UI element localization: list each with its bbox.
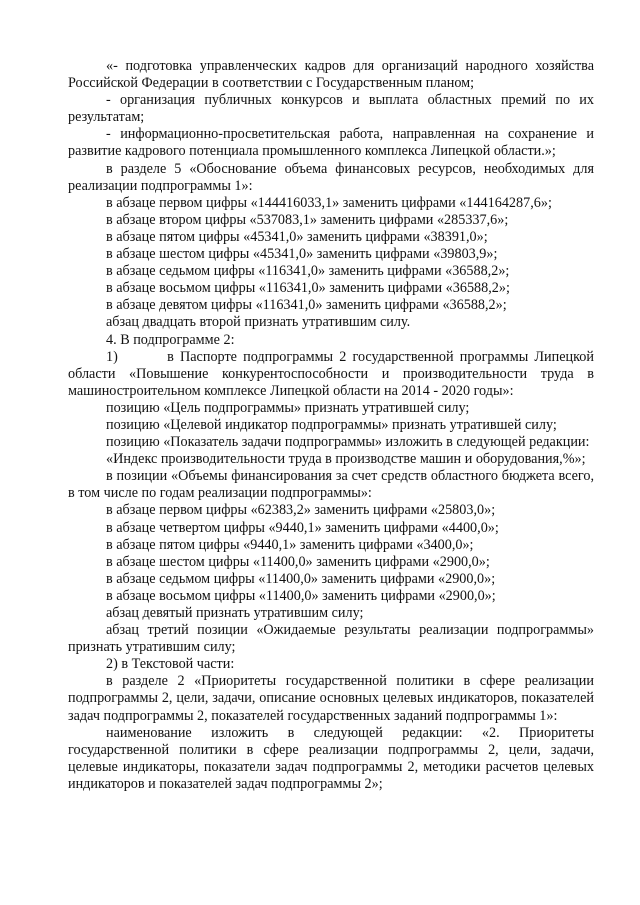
paragraph: в абзаце девятом цифры «116341,0» заменить цифрами «36588,2»;: [106, 297, 507, 314]
paragraph: в разделе 2 «Приоритеты государственной политики в сфере реализации подпрограммы 2, цели, задачи, описание основных целевых индикаторов, показателей задач подпрограммы 2, показателей государственных заданий подпрограммы 1»:: [68, 673, 594, 724]
paragraph: в разделе 5 «Обоснование объема финансовых ресурсов, необходимых для реализации подпрограммы 1»:: [68, 160, 594, 194]
paragraph: в абзаце восьмом цифры «116341,0» заменить цифрами «36588,2»;: [106, 280, 510, 297]
paragraph: в абзаце седьмом цифры «116341,0» заменить цифрами «36588,2»;: [106, 263, 510, 280]
paragraph: 1) в Паспорте подпрограммы 2 государственной программы Липецкой области «Повышение конкурентоспособности и производительности труда в машиностроительном комплексе Липецкой области на 2014 - 2020 годы»:: [68, 348, 594, 399]
paragraph: «Индекс производительности труда в производстве машин и оборудования,%»;: [106, 451, 586, 468]
section-heading: 4. В подпрограмме 2:: [106, 331, 235, 348]
paragraph: абзац двадцать второй признать утратившим силу.: [106, 314, 411, 331]
paragraph: позицию «Целевой индикатор подпрограммы» признать утратившей силу;: [106, 416, 557, 433]
paragraph: - информационно-просветительская работа, направленная на сохранение и развитие кадрового потенциала промышленного комплекса Липецкой области.»;: [68, 126, 594, 160]
paragraph: в абзаце восьмом цифры «11400,0» заменить цифрами «2900,0»;: [106, 587, 496, 604]
paragraph: 2) в Текстовой части:: [106, 656, 235, 673]
paragraph: абзац девятый признать утратившим силу;: [106, 605, 364, 621]
paragraph: в позиции «Объемы финансирования за счет средств областного бюджета всего, в том числе по годам реализации подпрограммы»:: [68, 468, 594, 502]
paragraph: позицию «Цель подпрограммы» признать утратившей силу;: [106, 399, 470, 416]
paragraph: в абзаце первом цифры «144416033,1» заменить цифрами «144164287,6»;: [106, 194, 552, 211]
paragraph: наименование изложить в следующей редакции: «2. Приоритеты государственной политики в сфере реализации подпрограммы 2, цели, задачи, целевые индикаторы, показатели задач подпрограммы 2, методики расчетов целевых индикаторов и показателей задач подпрограммы 2»;: [68, 724, 594, 792]
paragraph: в абзаце четвертом цифры «9440,1» заменить цифрами «4400,0»;: [106, 519, 499, 536]
paragraph: - организация публичных конкурсов и выплата областных премий по их результатам;: [68, 92, 594, 126]
paragraph: в абзаце первом цифры «62383,2» заменить цифрами «25803,0»;: [106, 502, 496, 519]
paragraph: абзац третий позиции «Ожидаемые результаты реализации подпрограммы» признать утратившим силу;: [68, 622, 594, 656]
document-page: [68, 58, 594, 793]
paragraph: в абзаце пятом цифры «9440,1» заменить цифрами «3400,0»;: [106, 536, 474, 553]
paragraph: «- подготовка управленческих кадров для организаций народного хозяйства Российской Федерации в соответствии с Государственным планом;: [68, 58, 594, 92]
paragraph: в абзаце шестом цифры «45341,0» заменить цифрами «39803,9»;: [106, 246, 498, 263]
paragraph: в абзаце пятом цифры «45341,0» заменить цифрами «38391,0»;: [106, 228, 488, 245]
paragraph: в абзаце втором цифры «537083,1» заменить цифрами «285337,6»;: [106, 211, 509, 228]
paragraph: в абзаце шестом цифры «11400,0» заменить цифрами «2900,0»;: [106, 553, 490, 570]
paragraph: позицию «Показатель задачи подпрограммы» изложить в следующей редакции:: [106, 434, 590, 451]
paragraph: в абзаце седьмом цифры «11400,0» заменить цифрами «2900,0»;: [106, 570, 496, 587]
